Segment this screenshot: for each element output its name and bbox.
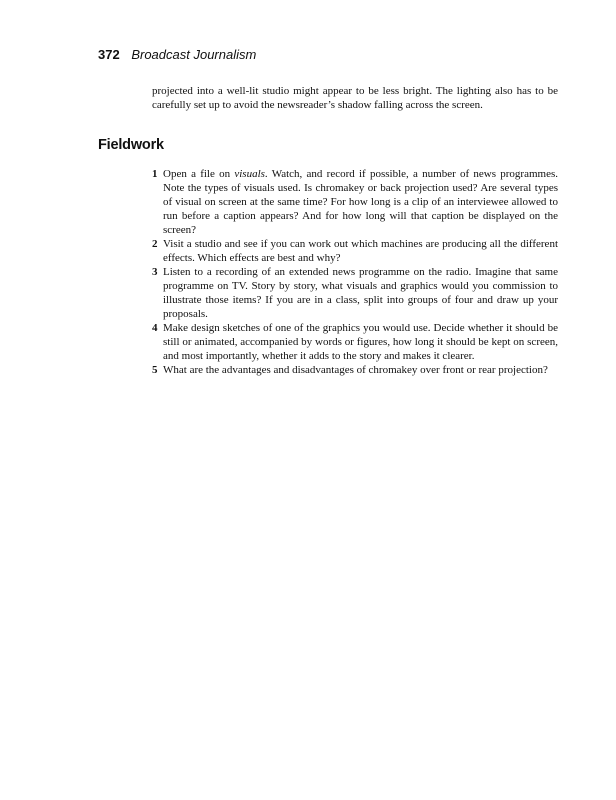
fieldwork-item-5 — [152, 363, 558, 377]
item-text — [163, 167, 558, 237]
fieldwork-item-2 — [152, 237, 558, 265]
fieldwork-item-1 — [152, 167, 558, 237]
item-text-part: . Watch, and record if possible, a number of news programmes. Note the types of visuals used. Is chromakey or back projection used? Are several types of visual on screen at the same time? For how long is a clip of an interviewee allowed to run before a caption appears? And for how long will that caption be displayed on the screen? — [163, 168, 558, 236]
item-text: What are the advantages and disadvantages of chromakey over front or rear projection? — [163, 364, 548, 376]
intro-paragraph: projected into a well-lit studio might appear to be less bright. The lighting also has to be carefully set up to avoid the newsreader’s shadow falling across the screen. — [152, 85, 558, 111]
item-text: Listen to a recording of an extended news programme on the radio. Imagine that same programme on TV. Story by story, what visuals and graphics would you commission to illustrate those items? If you are in a class, split into groups of four and draw up your proposals. — [163, 266, 558, 320]
fieldwork-list — [152, 167, 558, 377]
section-heading-fieldwork: Fieldwork — [98, 137, 164, 153]
book-title: Broadcast Journalism — [131, 47, 257, 62]
item-number: 5 — [152, 364, 158, 376]
item-text-part: Open a file on — [163, 168, 235, 180]
page-number: 372 — [98, 47, 120, 62]
fieldwork-item-3 — [152, 265, 558, 321]
item-number: 2 — [152, 238, 158, 250]
running-head — [98, 47, 256, 63]
item-number: 1 — [152, 168, 158, 180]
fieldwork-item-4 — [152, 321, 558, 363]
emphasis-visuals: visuals — [234, 168, 265, 180]
item-number: 4 — [152, 322, 158, 334]
item-text: Visit a studio and see if you can work out which machines are producing all the different effects. Which effects are best and why? — [163, 238, 558, 264]
item-number: 3 — [152, 266, 158, 278]
item-text: Make design sketches of one of the graphics you would use. Decide whether it should be still or animated, accompanied by words or figures, how long it should be kept on screen, and most importantly, whether it adds to the story and makes it clearer. — [163, 322, 558, 362]
